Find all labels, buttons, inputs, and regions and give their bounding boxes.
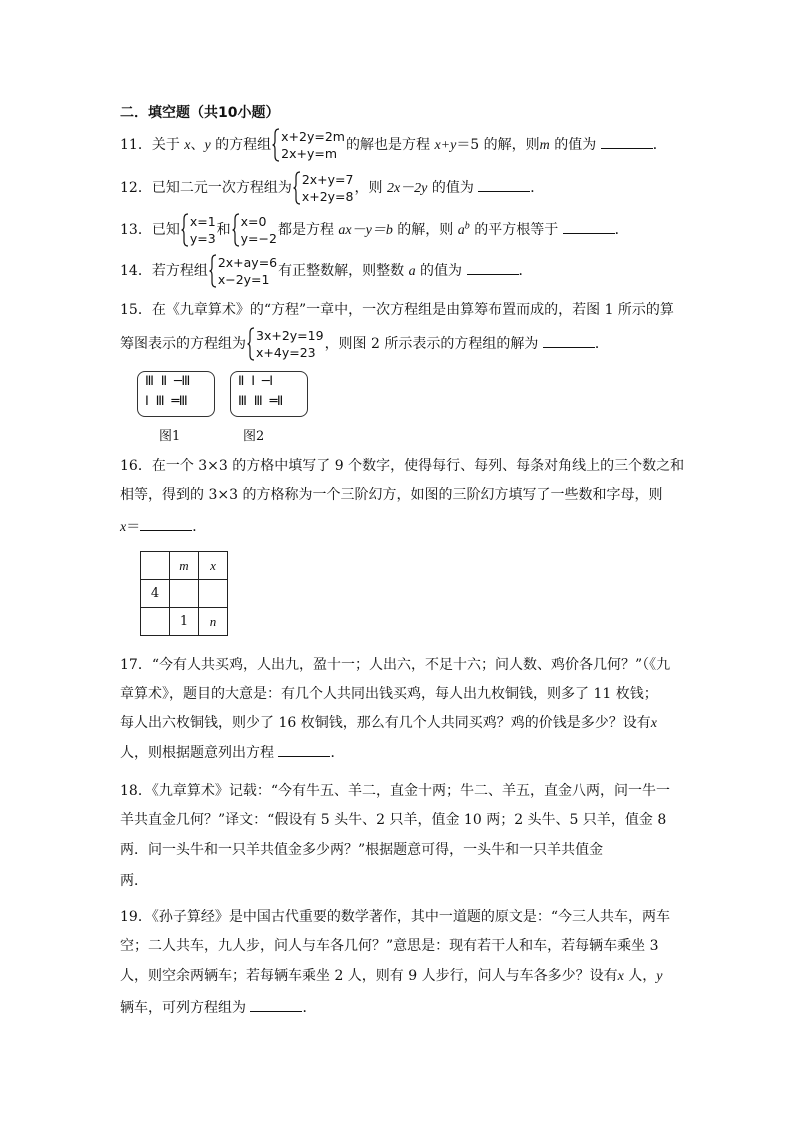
answer-blank[interactable] bbox=[250, 997, 302, 1012]
question-18-line-3: 两．问一头牛和一只羊共值金多少两？”根据题意可得，一头牛和一只羊共值金 bbox=[120, 842, 604, 858]
question-18-line-4: 两． bbox=[120, 873, 148, 889]
grid-cell: n bbox=[199, 608, 228, 636]
answer-blank[interactable] bbox=[601, 134, 653, 149]
solution-system-1: x=1 y=3 bbox=[181, 213, 216, 247]
brace-icon bbox=[232, 213, 240, 247]
brace-icon bbox=[209, 254, 217, 288]
brace-icon bbox=[247, 327, 255, 361]
equation-system: 2x+ay=6 x−2y=1 bbox=[209, 254, 277, 288]
equation-system: x+2y=2m 2x+y=m bbox=[272, 128, 345, 162]
question-12: 12．已知二元一次方程组为 2x+y=7 x+2y=8 ，则 2x－2y 的值为 ． bbox=[120, 172, 545, 204]
solution-system-2: x=0 y=−2 bbox=[232, 213, 277, 247]
answer-blank[interactable] bbox=[563, 219, 615, 234]
question-17-line-2: 章算术》，题目的大意是：有几个人共同出钱买鸡，每人出九枚铜钱，则多了 11 枚钱； bbox=[120, 686, 658, 702]
section-title: 二．填空题（共10小题） bbox=[120, 105, 280, 121]
figure-2-row-2: Ⅲ Ⅲ ═Ⅱ bbox=[238, 394, 283, 409]
magic-square-grid bbox=[140, 551, 228, 636]
figure-1-row-1: Ⅲ Ⅱ ─Ⅲ bbox=[145, 374, 190, 389]
brace-icon bbox=[181, 213, 189, 247]
answer-blank[interactable] bbox=[467, 260, 519, 275]
question-16-line-1: 16．在一个 3×3 的方格中填写了 9 个数字，使得每行、每列、每条对角线上的三个数之和 bbox=[120, 458, 685, 474]
grid-cell: m bbox=[170, 552, 199, 580]
grid-cell: x bbox=[199, 552, 228, 580]
answer-blank[interactable] bbox=[478, 177, 530, 192]
grid-cell bbox=[199, 580, 228, 608]
grid-cell bbox=[141, 608, 170, 636]
figure-2-row-1: Ⅱ Ⅰ ─Ⅰ bbox=[238, 374, 273, 389]
question-15-line-2: 筹图表示的方程组为 3x+2y=19 x+4y=23 ，则图 2 所示表示的方程组的解为 ． bbox=[120, 328, 609, 360]
figure-1-row-2: Ⅰ Ⅲ ═Ⅲ bbox=[145, 394, 188, 409]
question-18-line-2: 羊共直金几何？”译文：“假设有 5 头牛、2 只羊，值金 10 两；2 头牛、5 只羊，值金 8 bbox=[120, 812, 667, 828]
answer-blank[interactable] bbox=[140, 516, 192, 531]
brace-icon bbox=[272, 128, 280, 162]
grid-cell: 1 bbox=[170, 608, 199, 636]
answer-blank[interactable] bbox=[278, 742, 330, 757]
answer-blank[interactable] bbox=[543, 333, 595, 348]
question-16-line-3: x＝ ． bbox=[120, 516, 206, 538]
equation-system: 2x+y=7 x+2y=8 bbox=[293, 171, 354, 205]
question-19-line-4: 辆车，可列方程组为 ． bbox=[120, 997, 316, 1018]
brace-icon bbox=[293, 171, 301, 205]
question-19-line-2: 空；二人共车，九人步，问人与车各几何？”意思是：现有若干人和车，若每辆车乘坐 3 bbox=[120, 938, 659, 954]
grid-row bbox=[141, 608, 228, 636]
question-17-line-3: 每人出六枚铜钱，则少了 16 枚铜钱，那么有几个人共同买鸡？鸡的价钱是多少？设有x bbox=[120, 715, 657, 731]
question-11: 11．关于 x、y 的方程组 x+2y=2m 2x+y=m 的解也是方程 x+y＝5 的解，则m 的值为 ． bbox=[120, 129, 667, 161]
grid-cell: 4 bbox=[141, 580, 170, 608]
question-15-line-1: 15．在《九章算术》的“方程”一章中，一次方程组是由算筹布置而成的，若图 1 所示的算 bbox=[120, 302, 674, 318]
question-19-line-1: 19．《孙子算经》是中国古代重要的数学著作，其中一道题的原文是：“今三人共车，两车 bbox=[120, 909, 670, 925]
question-19-line-3: 人，则空余两辆车；若每辆车乘坐 2 人，则有 9 人步行，问人与车各多少？设有x 人，y bbox=[120, 968, 663, 984]
grid-row bbox=[141, 580, 228, 608]
figure-1-caption: 图1 bbox=[159, 429, 181, 444]
grid-row bbox=[141, 552, 228, 580]
figure-2-caption: 图2 bbox=[243, 429, 265, 444]
question-16-line-2: 相等，得到的 3×3 的方格称为一个三阶幻方，如图的三阶幻方填写了一些数和字母，则 bbox=[120, 487, 663, 503]
question-17-line-1: 17．“今有人共买鸡，人出九，盈十一；人出六，不足十六；问人数、鸡价各几何？”（《九 bbox=[120, 657, 671, 673]
grid-cell bbox=[170, 580, 199, 608]
question-18-line-1: 18．《九章算术》记载：“今有牛五、羊二，直金十两；牛二、羊五，直金八两，问一牛一 bbox=[120, 783, 670, 799]
grid-cell bbox=[141, 552, 170, 580]
equation-system: 3x+2y=19 x+4y=23 bbox=[247, 327, 324, 361]
question-17-line-4: 人，则根据题意列出方程 ． bbox=[120, 742, 344, 763]
question-14: 14．若方程组 2x+ay=6 x−2y=1 有正整数解，则整数 a 的值为 ． bbox=[120, 255, 533, 287]
question-13: 13．已知 x=1 y=3 和 x=0 y=−2 都是方程 ax－y＝b 的解，则 $a^b$ 的平方根等于 ． bbox=[120, 214, 629, 246]
